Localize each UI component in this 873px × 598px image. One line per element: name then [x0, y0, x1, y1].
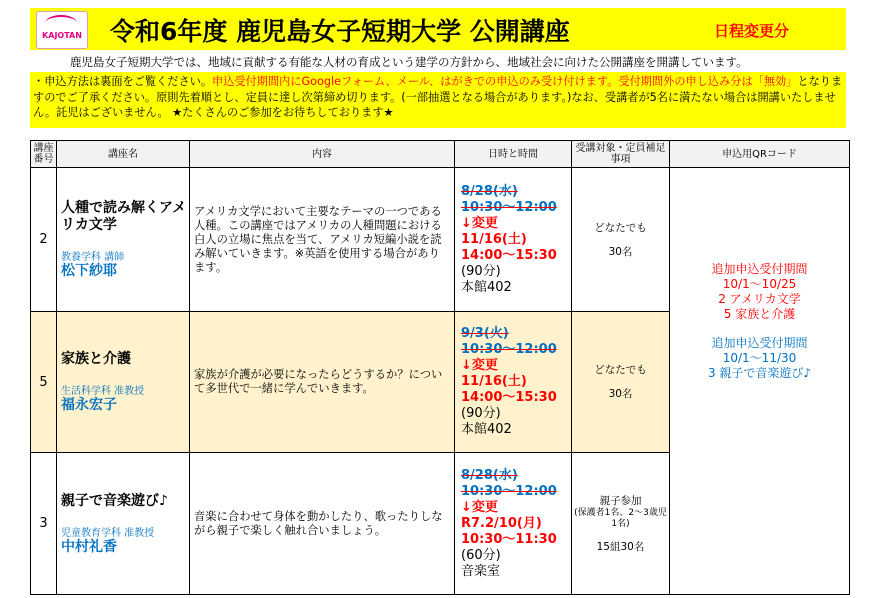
course-name-cell — [57, 453, 190, 595]
target-note: (保護者1名、2～3歳児1名) — [574, 507, 667, 529]
new-time: 14:00～15:30 — [461, 247, 557, 263]
notice-part2: 申込受付期間内にGoogleフォーム、メール、はがきでの申込のみ受け付けます。受付期間外の申し込み分は「無効」 — [212, 75, 798, 88]
table-row — [31, 168, 850, 312]
duration: (60分) — [461, 547, 501, 563]
qr-block1-title: 追加申込受付期間 — [711, 261, 808, 276]
course-teacher: 福永宏子 — [61, 397, 117, 413]
course-dept: 教養学科 講師 — [61, 252, 125, 263]
logo-arc-icon — [45, 15, 77, 31]
kajotan-logo — [36, 11, 88, 49]
course-number: 5 — [31, 312, 57, 453]
course-table — [30, 140, 850, 595]
schedule-change-tag: 日程変更分 — [714, 22, 790, 40]
header-content: 内容 — [190, 141, 455, 168]
course-name-cell — [57, 168, 190, 312]
change-label: ↓変更 — [461, 215, 498, 231]
table-header-row — [31, 141, 850, 168]
course-name: 家族と介護 — [61, 351, 131, 367]
logo-text: KAJOTAN — [42, 31, 82, 40]
duration: (90分) — [461, 406, 501, 421]
qr-block1-period: 10/1～10/25 — [722, 276, 797, 291]
old-date: 8/28(水) — [461, 467, 518, 483]
target-text: どなたでも — [594, 221, 647, 234]
course-teacher: 松下紗耶 — [61, 263, 117, 279]
header-num: 講座番号 — [31, 141, 57, 168]
capacity-text: 30名 — [608, 245, 633, 258]
page-title: 令和6年度 鹿児島女子短期大学 公開講座 — [110, 17, 570, 46]
course-number: 3 — [31, 453, 57, 595]
header-qr: 申込用QRコード — [670, 141, 850, 168]
place: 音楽室 — [461, 563, 501, 579]
target-text: どなたでも — [594, 364, 647, 376]
qr-block1-item1: 2 アメリカ文学 — [718, 291, 801, 306]
course-name: 人種で読み解くアメリカ文学 — [61, 200, 187, 233]
old-date: 8/28(水) — [461, 183, 518, 199]
course-dept: 生活科学科 准教授 — [61, 386, 145, 397]
new-time: 10:30～11:30 — [461, 531, 557, 547]
qr-block2-title: 追加申込受付期間 — [711, 335, 808, 350]
course-number: 2 — [31, 168, 57, 312]
change-label: ↓変更 — [461, 499, 498, 515]
course-schedule — [455, 168, 572, 312]
qr-info-cell — [670, 168, 850, 595]
qr-block2-item1: 3 親子で音楽遊び♪ — [707, 365, 812, 380]
new-date: 11/16(土) — [461, 374, 527, 389]
course-name: 親子で音楽遊び♪ — [61, 492, 168, 509]
header-name: 講座名 — [57, 141, 190, 168]
header-banner — [30, 8, 846, 50]
notice-box — [30, 72, 846, 128]
course-teacher: 中村礼香 — [61, 538, 117, 555]
intro-text: 鹿児島女子短期大学では、地域に貢献する有能な人材の育成という建学の方針から、地域社会に向けた公開講座を開講しています。 — [70, 55, 748, 69]
new-date: 11/16(土) — [461, 231, 527, 247]
target-text: 親子参加 — [599, 494, 642, 507]
course-target — [572, 168, 670, 312]
course-schedule — [455, 312, 572, 453]
capacity-text: 30名 — [608, 388, 633, 400]
old-time: 10:30～12:00 — [461, 483, 557, 499]
header-target: 受講対象・定員補足事項 — [572, 141, 670, 168]
course-target — [572, 453, 670, 595]
course-name-cell — [57, 312, 190, 453]
capacity-text: 15組30名 — [596, 540, 645, 553]
course-schedule — [455, 453, 572, 595]
course-content: アメリカ文学において主要なテーマの一つである人種。この講座ではアメリカの人種問題における白人の立場に焦点を当て、アメリカ短編小説を読み解いていきます。※英語を使用する場合があります。 — [190, 168, 455, 312]
header-datetime: 日時と時間 — [455, 141, 572, 168]
change-label: ↓変更 — [461, 358, 498, 373]
new-date: R7.2/10(月) — [461, 515, 542, 531]
notice-part3: となりますのでご了承ください。原則先着順とし、定員に達し次第締め切ります。(一部抽選となる場合があります。)なお、受講者が5名に満たない場合は開講いたしません。託児はございません。 ★たくさんのご参加をお待ちしております★ — [33, 75, 843, 119]
course-content: 家族が介護が必要になったらどうするか？について多世代で一緒に学んでいきます。 — [190, 312, 455, 453]
course-dept: 児童教育学科 准教授 — [61, 527, 155, 539]
notice-part1: ・申込方法は裏面をご覧ください。 — [33, 75, 213, 88]
course-content: 音楽に合わせて身体を動かしたり、歌ったりしながら親子で楽しく触れ合いましょう。 — [190, 453, 455, 595]
old-time: 10:30～12:00 — [461, 342, 557, 357]
duration: (90分) — [461, 263, 501, 279]
qr-block1-item2: 5 家族と介護 — [723, 306, 796, 321]
old-time: 10:30～12:00 — [461, 199, 557, 215]
place: 本館402 — [461, 422, 512, 437]
qr-block2-period: 10/1～11/30 — [722, 350, 797, 365]
new-time: 14:00～15:30 — [461, 390, 557, 405]
place: 本館402 — [461, 279, 512, 295]
old-date: 9/3(火) — [461, 326, 509, 341]
course-target — [572, 312, 670, 453]
